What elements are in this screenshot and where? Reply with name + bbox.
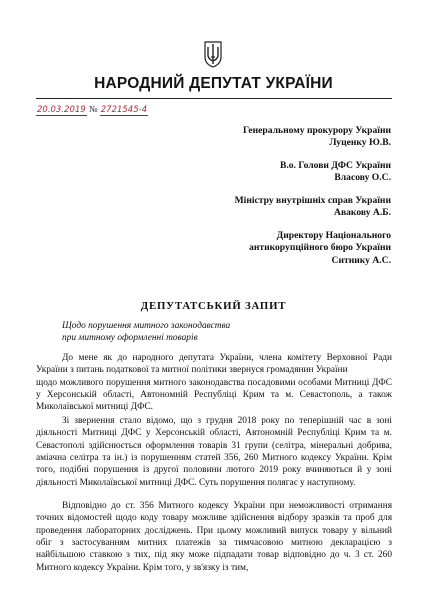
page-title: НАРОДНИЙ ДЕПУТАТ УКРАЇНИ bbox=[94, 75, 333, 92]
subject-line-2: при митному оформленні товарів bbox=[62, 333, 198, 343]
addressee-name: Луценку Ю.В. bbox=[329, 137, 391, 149]
coat-of-arms-icon bbox=[203, 40, 223, 68]
subject-line-1: Щодо порушення митного законодавства bbox=[62, 321, 231, 331]
addressee-prosecutor bbox=[151, 125, 391, 150]
header-divider bbox=[36, 98, 392, 99]
addressee-position: В.о. Голови ДФС України bbox=[279, 160, 391, 171]
addressee-anticorruption-bureau bbox=[151, 230, 391, 267]
document-heading: ДЕПУТАТСЬКИЙ ЗАПИТ bbox=[140, 300, 287, 312]
addressee-name: Власову О.С. bbox=[334, 172, 391, 184]
registration-stamp bbox=[36, 104, 148, 116]
registration-number-label: № bbox=[88, 104, 98, 114]
body-paragraph-2: Зі звернення стало відомо, що з грудня 2018 року по теперішній час в зоні діяльності Митниці ДФС у Херсонській області, Автономній Республіці Крим та м. Севастополі здійснюється оформлення товарів 31 групи (селітра, мінеральні добрива, аміачна селітра та ін.) із порушенням статей 356, 260 Митного кодексу України. Крім того, подібні порушення із другої половини лютого 2019 року вчиняються й у зоні діяльності Миколаївської митниці ДФС. Суть порушення полягає у наступному. bbox=[36, 416, 392, 488]
addressee-tax-service bbox=[151, 160, 391, 185]
body-paragraph-1-part-a: До мене як до народного депутата України, члена комітету Верховної Ради України з питань податкової та митної політики звернуся громадянин України bbox=[36, 353, 392, 376]
addressee-interior-minister bbox=[151, 195, 391, 220]
addressee-name: Ситнику А.С. bbox=[331, 254, 391, 266]
registration-number: 2721545-4 bbox=[100, 105, 148, 115]
body-paragraph-3: Відповідно до ст. 356 Митного кодексу України при неможливості отримання точних відомостей щодо коду товару можливе здійснення відбору зразків та проб для проведення лабораторних досліджень. При цьому можливий випуск товару у вільний обіг з застосуванням митних платежів за тимчасовою митною декларацією з найбільшою ставкою з тих, під яку може підпадати товар відповідно до ч. 3 ст. 260 Митного кодексу України. Крім того, у зв'язку із тим, bbox=[36, 501, 392, 573]
addressee-name: Авакову А.Б. bbox=[334, 207, 391, 219]
addressee-position: Генеральному прокурору України bbox=[243, 125, 391, 136]
subject-line bbox=[62, 320, 362, 344]
registration-date: 20.03.2019 bbox=[37, 105, 86, 115]
addressee-position: Директору Національного bbox=[276, 230, 391, 241]
addressee-position-cont: антикорупційного бюро України bbox=[249, 242, 391, 254]
addressee-position: Міністру внутрішніх справ України bbox=[234, 195, 391, 206]
body-paragraph-1 bbox=[36, 352, 392, 414]
body-paragraph-1-part-b: щодо можливого порушення митного законодавства посадовими особами Митниці ДФС у Херсонській області, Автономній Республіці Крим та м. Севастополь, а також Миколаївської митниці ДФС. bbox=[36, 377, 392, 413]
